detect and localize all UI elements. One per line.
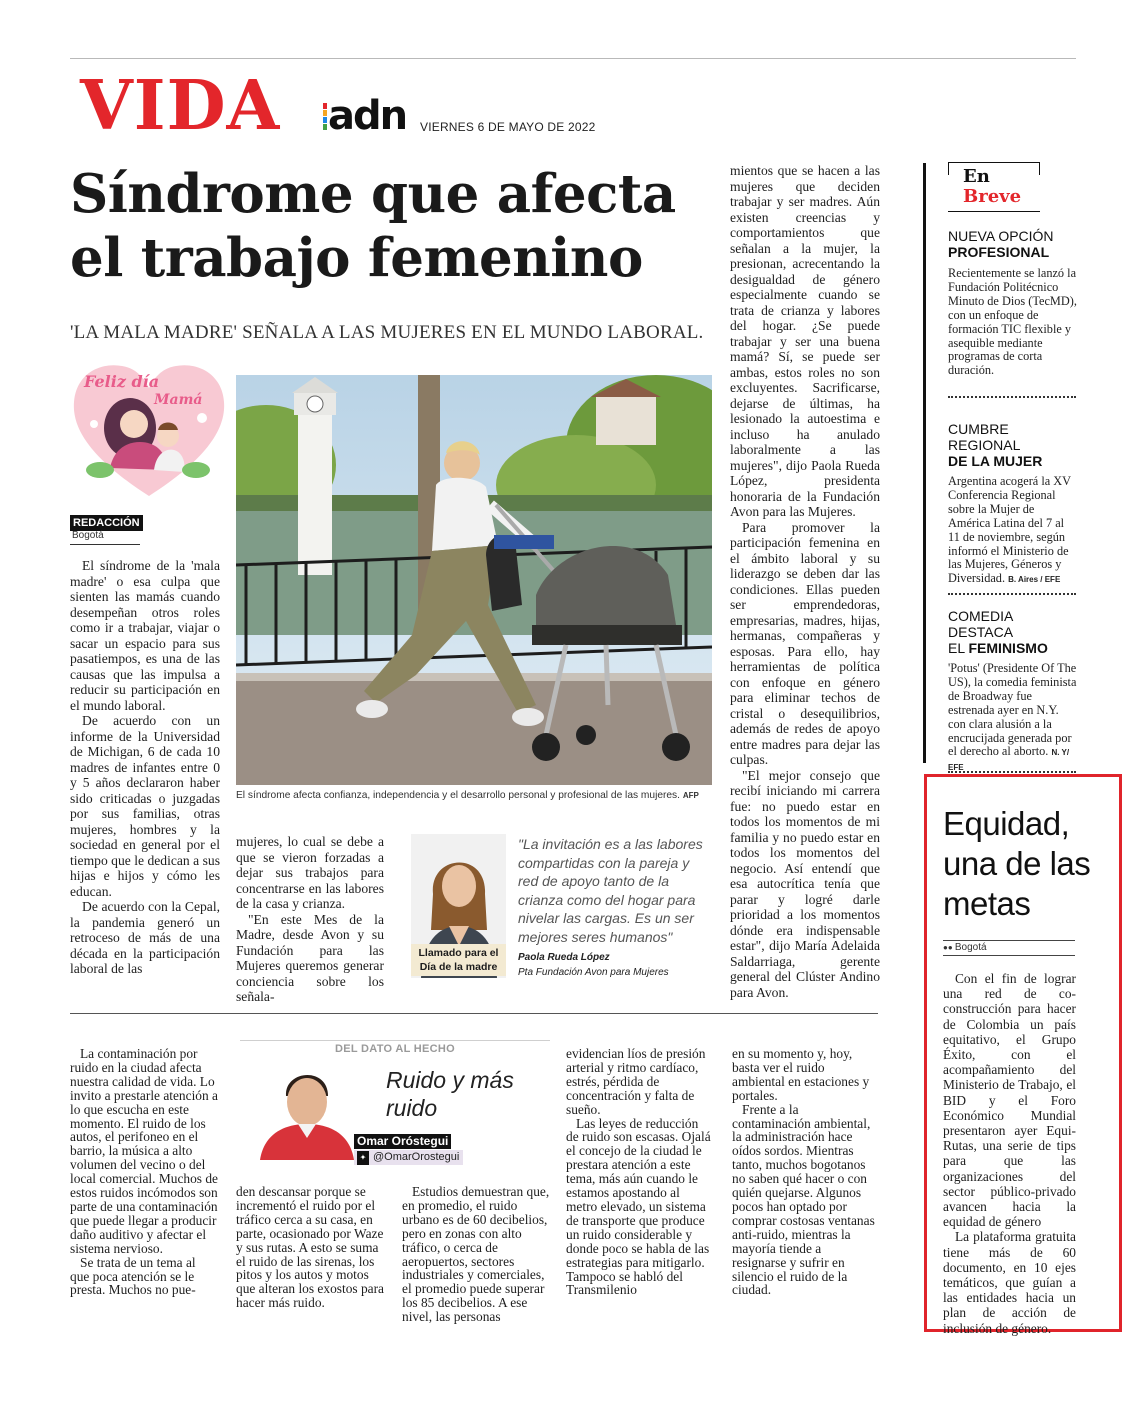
byline-badge: REDACCIÓN — [70, 515, 143, 531]
paragraph: Frente a la contaminación ambiental, la administración hace oídos sordos. Mientras tanto, muchos bogotanos no saben qué hacer o con quién quejarse. Algunos pocos han optado por comprar costosas ventanas anti-ruido, mientras la mayoría tiende a resignarse y sufrir en silencio el ruido de la ciudad. — [732, 1101, 875, 1298]
main-photo — [236, 375, 712, 785]
story-column-3 — [730, 163, 880, 1000]
brief-title-bold: DE LA MUJER — [948, 453, 1043, 469]
column-title: Ruido y más ruido — [386, 1067, 514, 1121]
main-headline — [70, 162, 720, 290]
mothers-day-illustration — [70, 358, 228, 500]
brief-text: Recientemente se lanzó la Fundación Politécnico Minuto de Dios (TecMD), con un enfoque de formación TIC flexible y asequible mediante programas de corta duración. — [948, 266, 1077, 378]
twitter-icon: ✦ — [357, 1151, 369, 1165]
brief-source: N. Y/ EFE — [948, 748, 1070, 773]
columnist-handle: ✦ @OmarOrostegui — [354, 1150, 463, 1165]
brief-title-bold: PROFESIONAL — [948, 244, 1050, 260]
brief-source: B. Aires / EFE — [1008, 575, 1061, 585]
paragraph: mientos que se hacen a las mujeres que deciden trabajar y ser madres. Aún existen creencias y comportamientos que señalan a la mujer, la presionan, acrecentando la desigualdad de género especialmente cuando se trata de crianza y labores del hogar. ¿Se puede trabajar y ser una buena mamá? Sí, se puede ser ambas, estos roles no son excluyentes. Sacrificarse, dejarse de últimas, ha lesionado la autoestima e incluso ha anulado laboralmente a las mujeres", dijo Paola Rueda López, presidenta honoraria de la Fundación Avon para las Mujeres. — [730, 163, 880, 519]
brief-item — [948, 421, 1078, 587]
issue-date: VIERNES 6 DE MAYO DE 2022 — [420, 120, 596, 134]
brand-logo-bars — [323, 103, 327, 129]
columnist-photo — [256, 1056, 356, 1160]
equidad-city: ●● Bogotá — [943, 942, 987, 953]
byline-rule — [70, 544, 140, 545]
quote-photo-label: Llamado para el Día de la madre — [411, 944, 506, 976]
columnist-name: Omar Oróstegui — [354, 1134, 451, 1149]
story-column-2 — [236, 834, 384, 1005]
paragraph: De acuerdo con un informe de la Universidad de Michigan, 6 de cada 10 madres de infantes entre 0 y 5 años declararon haber sido criticadas o juzgadas por sus familias, otras mujeres, hombres y la sociedad en general por el tiempo que le dedican a sus hijas e hijos y cómo les educan. — [70, 713, 220, 899]
brief-item — [948, 228, 1078, 378]
brand-logo: adn — [328, 93, 407, 139]
section-divider — [70, 1013, 878, 1014]
section-title: VIDA — [80, 66, 281, 146]
equidad-title: Equidad, una de las metas — [943, 805, 1091, 922]
sidebar-rule — [923, 163, 926, 763]
top-rule — [70, 58, 1076, 59]
byline-city: Bogotá — [72, 530, 104, 541]
subheadline: 'LA MALA MADRE' SEÑALA A LAS MUJERES EN EL MUNDO LABORAL. — [70, 322, 704, 343]
column-text-2 — [236, 1185, 386, 1310]
brief-divider — [948, 396, 1076, 398]
caption-text: El síndrome afecta confianza, independencia y el desarrollo personal y profesional de las mujeres. — [236, 790, 680, 801]
paragraph: Para promover la participación femenina en el ámbito laboral y su liderazgo se deben dar las condiciones. Ellas pueden ser emprendedoras, empresarias, madres, hijas, hermanas, compañeras y esposas. Para ello, hay herramientas de política con enfoque en género para eliminar techos de cristal o desequilibrios, además de redes de apoyo entre madres para dejar las culpas. — [730, 519, 880, 767]
brief-divider — [948, 593, 1076, 595]
en-breve-label-breve: Breve — [963, 186, 1022, 207]
photo-credit: AFP — [682, 791, 699, 800]
paragraph: Se trata de un tema al que poca atención se le presta. Muchos no pue- — [70, 1254, 196, 1298]
paragraph: De acuerdo con la Cepal, la pandemia generó un retroceso de más de una década en la participación laboral de las — [70, 899, 220, 976]
headline-line-2: el trabajo femenino — [70, 227, 643, 289]
brief-text: Argentina acogerá la XV Conferencia Regional sobre la Mujer de América Latina del 7 al 11 de noviembre, según informó el Ministerio de las Mujeres, Géneros y Diversidad. B. Aires / EFE — [948, 474, 1071, 586]
paragraph: evidencian líos de presión arterial y ritmo cardíaco, estrés, pérdida de concentración y falta de sueño. — [566, 1046, 706, 1117]
en-breve-label-en: En — [963, 166, 990, 187]
column-kicker: DEL DATO AL HECHO — [240, 1043, 550, 1055]
paragraph: den descansar porque se incrementó el ruido por el tráfico cerca a su casa, en parte, ocasionado por Waze y sus rutas. A esto se suma el ruido de las sirenas, los pitos y los autos y motos que alteran los exostos para hacer más ruido. — [236, 1184, 384, 1311]
paragraph: La contaminación por ruido en la ciudad afecta nuestra calidad de vida. Lo invito a prestarle atención a lo que escucha en este momento. El ruido de los autos, el perifoneo en el barrio, la música a alto volumen del vecino o del local comercial. Muchos de estos ruidos incómodos son parte de una contaminación que puede llegar a producir daño auditivo y afectar el sistema nervioso. — [70, 1046, 218, 1256]
brief-text: 'Potus' (Presidente Of The US), la comedia feminista de Broadway fue estrenada ayer en N.Y. con clara alusión a la encrucijada generada por el derecho al aborto. N. Y/ EFE — [948, 661, 1077, 773]
pull-quote: "La invitación es a las labores compartidas con la pareja y red de apoyo tanto de la crianza como del hogar para nivelar las cargas. Es un ser mejores seres humanos" — [518, 836, 703, 945]
equidad-body — [943, 971, 1076, 1336]
brief-title: COMEDIA DESTACA — [948, 608, 1014, 640]
headline-line-1: Síndrome que afecta — [70, 163, 676, 225]
quote-author-role: Pta Fundación Avon para Mujeres — [518, 967, 669, 978]
equidad-rule — [943, 955, 1075, 956]
paragraph: La plataforma gratuita tiene más de 60 documento, en 10 ejes temáticos, que guían a las entidades hacia un plan de acción de inclusión de género. — [943, 1229, 1076, 1336]
column-text-5 — [732, 1047, 878, 1297]
paragraph: mujeres, lo cual se debe a que se vieron forzadas a dejar sus trabajos para concentrarse en las labores de la casa y crianza. — [236, 834, 384, 911]
column-text-3 — [402, 1185, 552, 1324]
brief-item — [948, 608, 1078, 775]
equidad-rule — [943, 940, 1075, 941]
brief-divider — [948, 771, 1076, 773]
quote-author: Paola Rueda López — [518, 952, 610, 963]
brief-title-line2: EL FEMINISMO — [948, 640, 1048, 656]
brief-title: NUEVA OPCIÓN — [948, 228, 1054, 244]
photo-caption — [236, 790, 712, 801]
column-header-rule — [240, 1040, 550, 1041]
paragraph: "El mejor consejo que recibí iniciando mi carrera fue: no puedo estar en todos los momentos de mi familia y no puedo estar en todos los momentos del negocio. Así entendí que esa autocrítica tenía que parar y logré darle prioridad a los momentos dónde era indispensable estar", dijo María Adelaida Saldarriaga, gerente general del Clúster Andino para Avon. — [730, 767, 880, 1000]
paragraph: Las leyes de reducción de ruido son escasas. Ojalá el concejo de la ciudad le prestara atención a este tema, más aún cuando le estamos apostando al metro elevado, un sistema de transporte que produce un ruido considerable y donde poco se habla de las estrategias para mitigarlo. Tampoco se habló del Transmilenio — [566, 1115, 711, 1298]
paragraph: Estudios demuestran que, en promedio, el ruido urbano es de 60 decibelios, pero en zonas con alto tráfico, o cerca de aeropuertos, sectores industriales y comerciales, el promedio puede superar los 85 decibelios. A ese nivel, las personas — [402, 1184, 550, 1325]
paragraph: en su momento y, hoy, basta ver el ruido ambiental en estaciones y portales. — [732, 1046, 870, 1103]
paragraph: El síndrome de la 'mala madre' o esa culpa que sienten las mamás cuando desempeñan otros roles como ir a trabajar, viajar o sacar un espacio para sus pasatiempos, es una de las causas que las impulsa a reducir su participación en el mundo laboral. — [70, 558, 220, 713]
illustration-text-mama: Mamá — [154, 392, 203, 408]
story-column-1 — [70, 558, 220, 977]
paragraph: Con el fin de lograr una red de co-construcción para hacer de Colombia un país equitativo, el Grupo Éxito, con el acompañamiento del Ministerio de Trabajo, el BID y el Foro Económico Mundial presentaron ayer Equi-Rutas, una serie de tips para que las organizaciones del sector público-privado avancen hacia la equidad de género — [943, 971, 1076, 1230]
illustration-text-feliz: Feliz día — [84, 372, 160, 391]
column-text-4 — [566, 1047, 714, 1297]
brief-title: CUMBRE REGIONAL — [948, 421, 1021, 453]
paragraph: "En este Mes de la Madre, desde Avon y su Fundación para las Mujeres queremos generar conciencia sobre los señala- — [236, 911, 384, 1004]
column-text-1 — [70, 1047, 218, 1297]
